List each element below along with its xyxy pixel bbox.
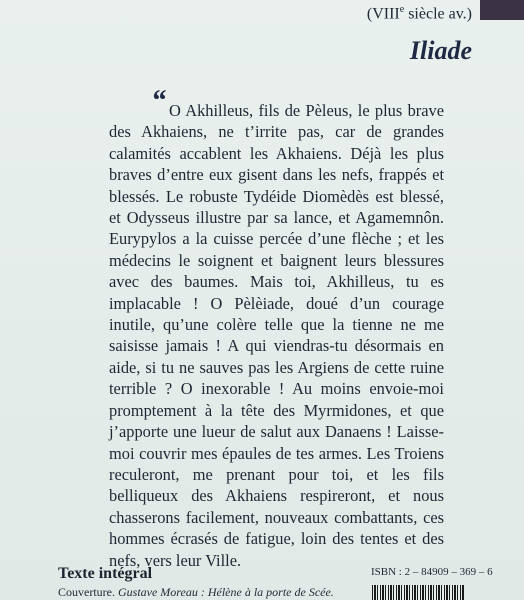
opening-quote-mark: “ bbox=[151, 84, 166, 117]
excerpt-text: O Akhilleus, fils de Pèleus, le plus brave des Akhaiens, ne t’irrite pas, car de grandes calamités accablent les Akhaiens. Déjà les plus braves d’entre eux gisent dans les nefs, frappés et blessés. Le robuste Tydéide Diomèdès est blessé, et Odysseus illustre par sa lance, et Agamemnôn. Eurypylos a la cuisse percée d’une flèche ; et les médecins le soignent et baignent leurs blessures avec des baumes. Mais toi, Akhilleus, tu es implacable ! O Pèlèiade, doué d’un courage inutile, qu’une colère telle que la tienne ne me saisisse jamais ! A qui viendras-tu désormais en aide, si tu ne sauves pas les Argiens de cette ruine terrible ? O inexorable ! Au moins envoie-moi promptement à la tête des Myrmidones, et que j’apporte une lueur de salut aux Danaens ! Laisse-moi couvrir mes épaules de tes armes. Les Troiens reculeront, me prenant pour toi, et les fils belliqueux des Akhaiens respireront, et nous chasserons facilement, nouveaux combattants, ces hommes écrasés de fatigue, loin des tentes et des nefs, vers leur Ville. bbox=[109, 101, 444, 570]
cover-credit-artwork: Gustave Moreau : Hélène à la porte de Scée. bbox=[117, 585, 334, 599]
isbn-number: ISBN : 2 – 84909 – 369 – 6 bbox=[371, 566, 493, 578]
century-label bbox=[367, 4, 472, 23]
century-prefix: (VIII bbox=[366, 5, 400, 23]
book-title: Iliade bbox=[409, 36, 472, 65]
barcode-icon bbox=[372, 585, 464, 600]
cover-credit bbox=[58, 585, 334, 600]
cover-credit-prefix: Couverture. bbox=[58, 585, 118, 599]
full-text-label: Texte intégral bbox=[58, 565, 153, 582]
cover-color-band bbox=[480, 0, 524, 20]
century-superscript: e bbox=[399, 4, 405, 15]
century-suffix: siècle av.) bbox=[404, 5, 472, 23]
